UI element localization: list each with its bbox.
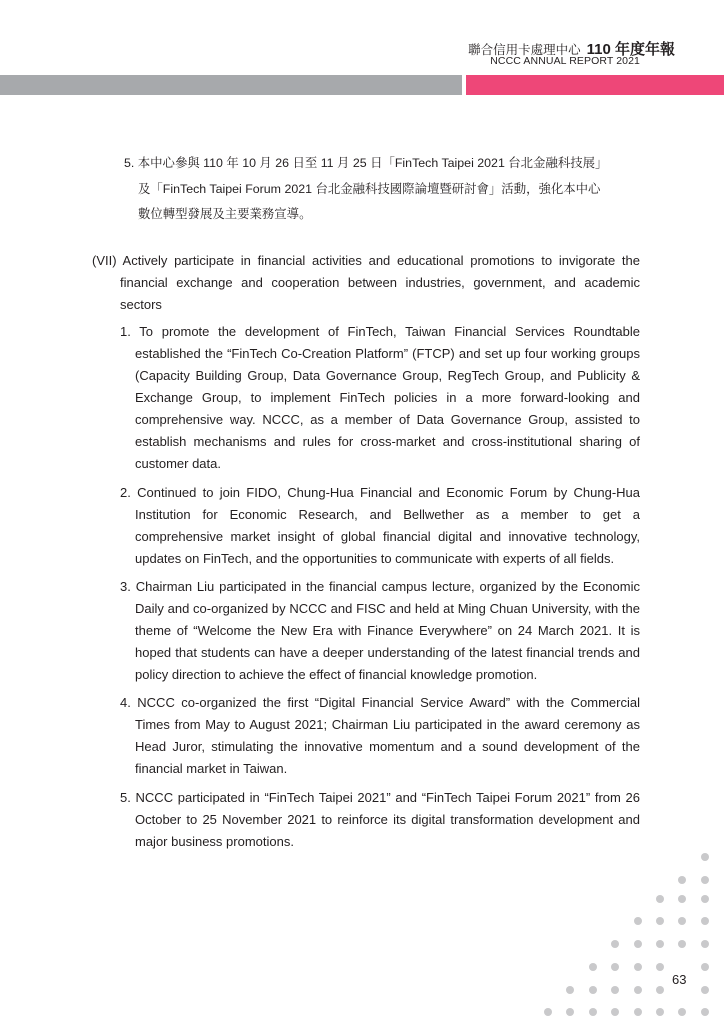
- list-item-5: 5. NCCC participated in “FinTech Taipei 2021” and “FinTech Taipei Forum 2021” from 26 October to 25 November 2021 to reinforce its digital transformation development and major business promotions.: [120, 790, 640, 849]
- header-org-name-cn: 聯合信用卡處理中心: [468, 43, 581, 57]
- page-number: 63: [672, 972, 687, 987]
- list-item-4: 4. NCCC co-organized the first “Digital Financial Service Award” with the Commercial Times from May to August 2021; Chairman Liu participated in the award ceremony as Head Juror, stimulating the innovative momentum and a sound development of the financial market in Taiwan.: [120, 695, 640, 776]
- section-heading-vii: (VII) Actively participate in financial activities and educational promotions to invigorate the financial exchange and cooperation between industries, government, and academic sectors: [92, 253, 640, 312]
- header-pink-bar: [466, 75, 724, 95]
- list-item-3: 3. Chairman Liu participated in the financial campus lecture, organized by the Economic Daily and co-organized by NCCC and FISC and held at Ming Chuan University, with the theme of “Welcome the New Era with Finance Everywhere” on 24 March 2021. It is hoped that students can have a deeper understanding of the latest financial trends and policy direction to achieve the effect of financial knowledge promotion.: [120, 579, 640, 682]
- cn-line-3: 數位轉型發展及主要業務宣導。: [138, 207, 312, 221]
- cn-list-item-5: [124, 151, 644, 228]
- header-year-cn: 110 年度年報: [586, 41, 675, 58]
- header-title-en: NCCC ANNUAL REPORT 2021: [490, 55, 640, 67]
- cn-line-1: 5. 本中心參與 110 年 10 月 26 日至 11 月 25 日「FinTech Taipei 2021 台北金融科技展」: [124, 156, 608, 170]
- header-gray-bar: [0, 75, 462, 95]
- list-item-2: 2. Continued to join FIDO, Chung-Hua Financial and Economic Forum by Chung-Hua Institution for Economic Research, and Bellwether as a member to get a comprehensive market insight of global financial digital and innovative technology, updates on FinTech, and the opportunities to communicate with experts of all fields.: [120, 485, 640, 566]
- list-item-1: 1. To promote the development of FinTech, Taiwan Financial Services Roundtable established the “FinTech Co-Creation Platform” (FTCP) and set up four working groups (Capacity Building Group, Data Governance Group, RegTech Group, and Publicity & Exchange Group, to implement FinTech policies in a more forward-looking and comprehensive way. NCCC, as a member of Data Governance Group, assisted to establish mechanisms and rules for cross-market and cross-institutional sharing of customer data.: [120, 324, 640, 471]
- cn-line-2: 及「FinTech Taipei Forum 2021 台北金融科技國際論壇暨研討會」活動，強化本中心: [138, 181, 601, 196]
